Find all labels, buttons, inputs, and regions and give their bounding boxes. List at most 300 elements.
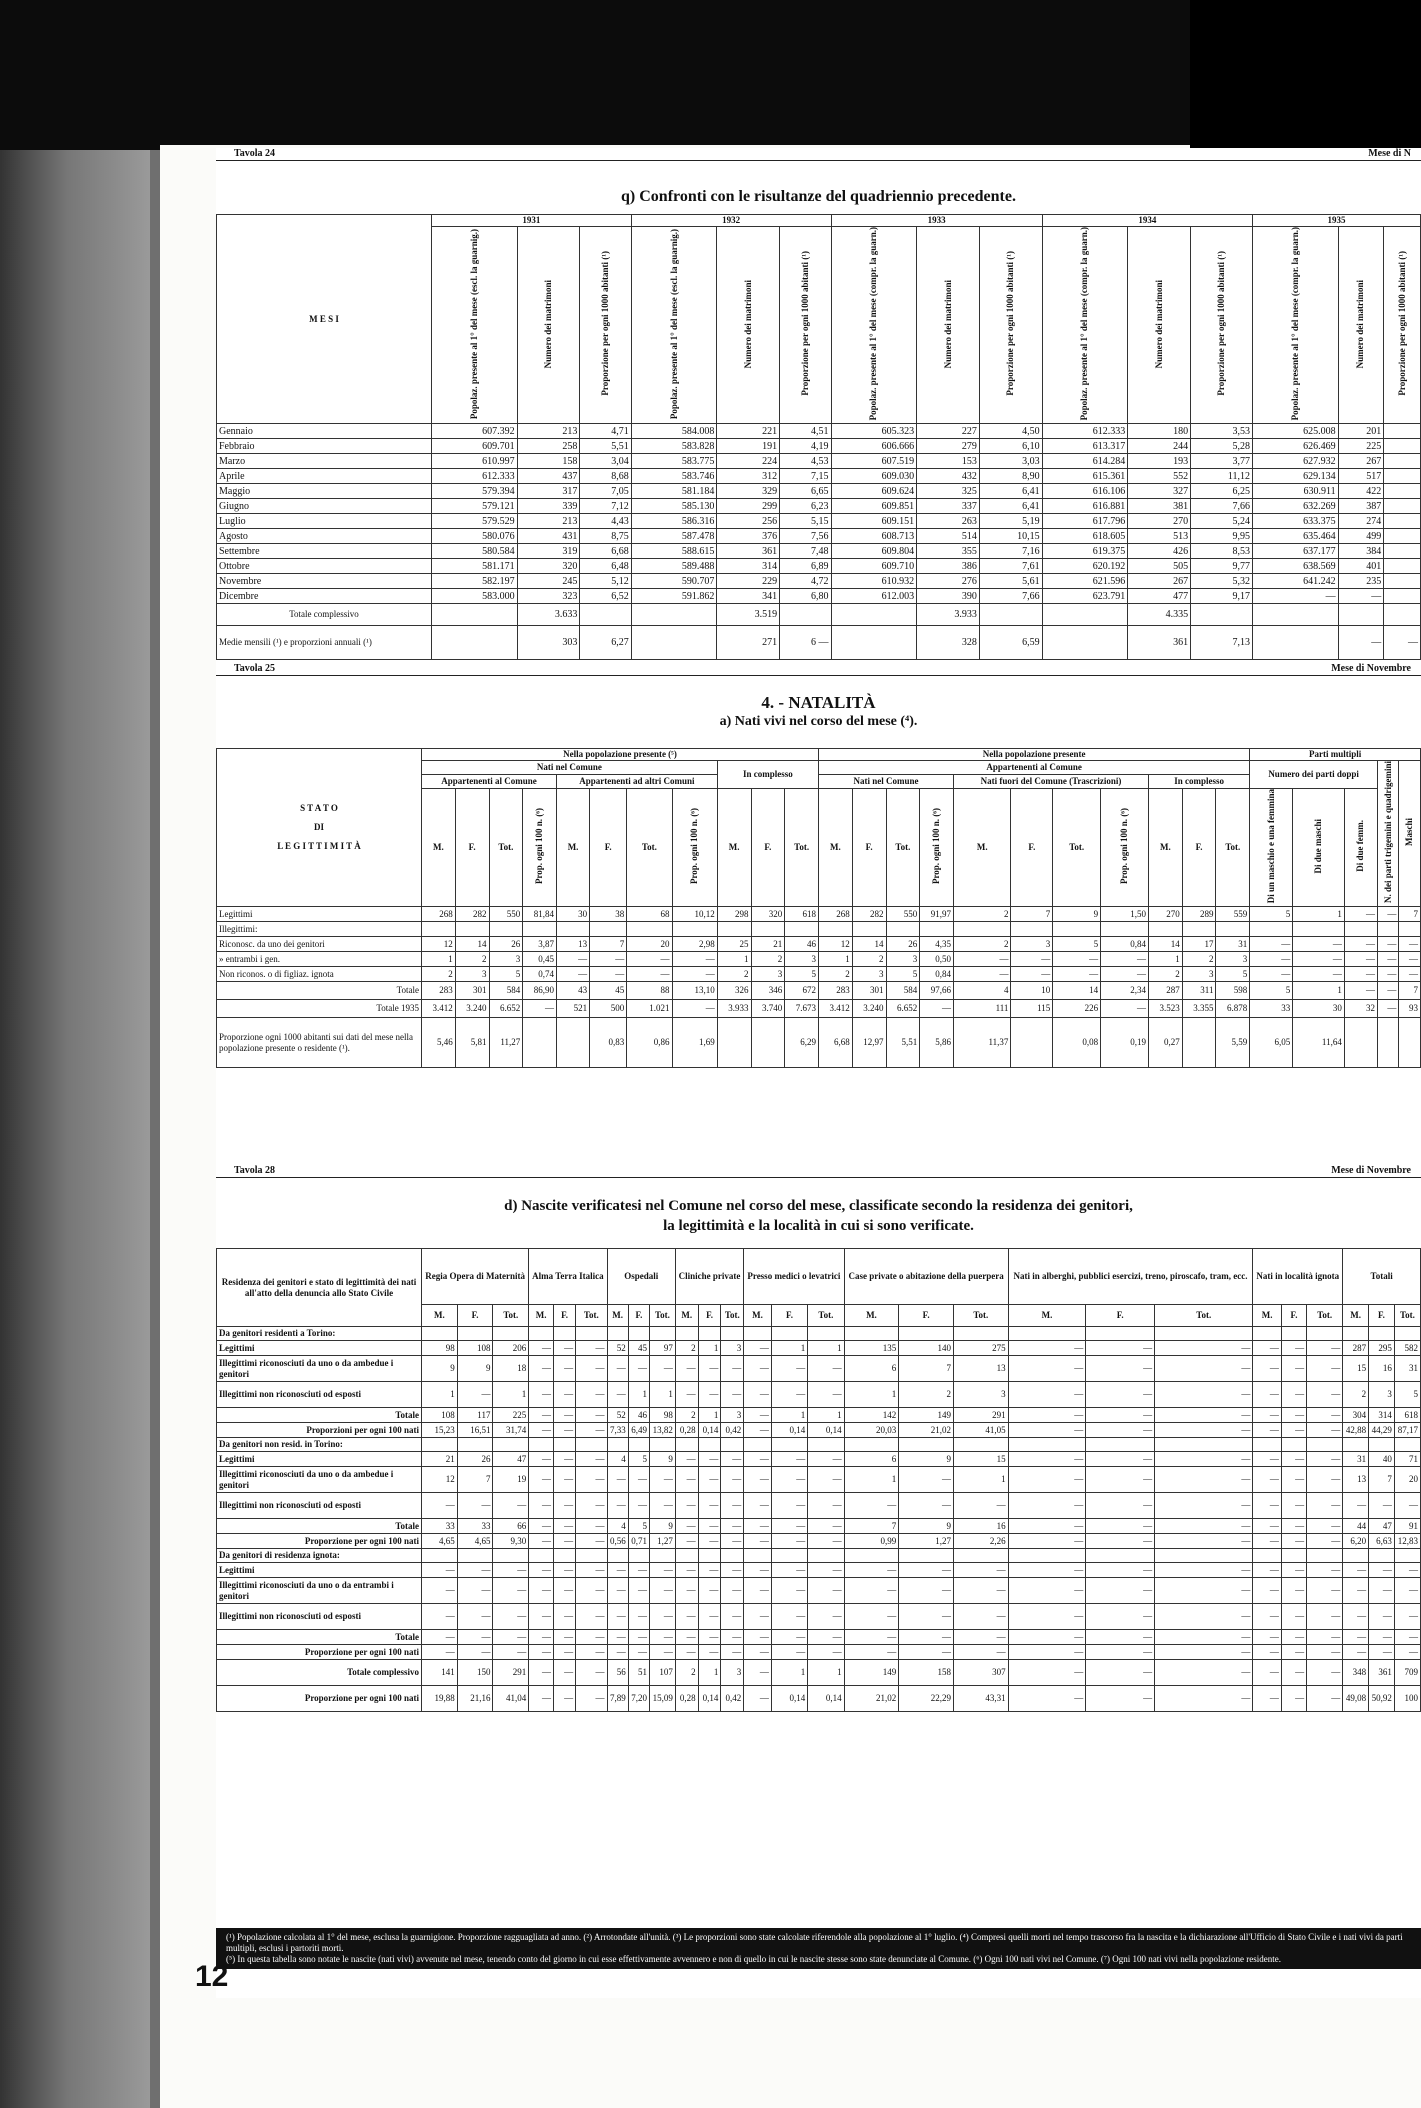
location-value: 12,83	[1394, 1534, 1420, 1549]
medie-cell: 303	[517, 626, 580, 660]
births-total-value: 43	[557, 982, 590, 1000]
location-value: 13	[1343, 1467, 1369, 1493]
location-value: —	[1155, 1563, 1253, 1578]
births-prop-value: 5,81	[455, 1018, 489, 1068]
subcol-f: F.	[1281, 1305, 1306, 1327]
births-value: 5	[1053, 937, 1101, 952]
month-value: 477	[1128, 589, 1191, 604]
births-value	[1182, 922, 1216, 937]
births-total-value: 301	[852, 982, 886, 1000]
grand-prop-value: 41,04	[493, 1686, 529, 1712]
births-value	[785, 922, 819, 937]
location-value: 5	[628, 1452, 649, 1467]
month-value: 607.392	[432, 424, 518, 439]
births-value: 298	[717, 907, 751, 922]
location-row-label: Illegittimi riconosciuti da uno o da ambedue i genitori	[217, 1467, 422, 1493]
month-value: 258	[517, 439, 580, 454]
births-value	[523, 922, 557, 937]
location-value: —	[576, 1423, 607, 1438]
h-compl2: In complesso	[1148, 774, 1249, 788]
births-value: 5	[1216, 967, 1250, 982]
births-value: 550	[886, 907, 920, 922]
births-value: 20	[627, 937, 672, 952]
location-value: —	[607, 1630, 628, 1645]
location-value: 16	[1369, 1356, 1395, 1382]
location-value: —	[771, 1452, 807, 1467]
births-total-1935-value: 500	[590, 1000, 627, 1018]
location-value: —	[675, 1578, 698, 1604]
location-value: 4	[607, 1452, 628, 1467]
location-value: 314	[1369, 1408, 1395, 1423]
location-value: 46	[628, 1408, 649, 1423]
location-value: —	[554, 1563, 576, 1578]
location-value: —	[721, 1356, 744, 1382]
location-value: 98	[650, 1408, 676, 1423]
births-prop-value: 11,64	[1293, 1018, 1345, 1068]
month-label: Luglio	[217, 514, 432, 529]
births-value: —	[1250, 937, 1293, 952]
location-value: —	[721, 1604, 744, 1630]
location-value: —	[721, 1645, 744, 1660]
births-value: 12	[819, 937, 853, 952]
location-value: —	[698, 1534, 721, 1549]
location-value: 6	[844, 1356, 899, 1382]
month-row	[217, 454, 1421, 469]
h-app-altri: Appartenenti ad altri Comuni	[557, 774, 718, 788]
location-value: 1	[493, 1382, 529, 1408]
month-value: 4,53	[780, 454, 831, 469]
month-value: 7,66	[979, 589, 1042, 604]
grp-parti: Parti multipli	[1250, 749, 1421, 761]
location-value: —	[422, 1630, 458, 1645]
month-value: —	[1253, 589, 1339, 604]
empty-cell	[1343, 1549, 1369, 1563]
col-pop: Popolaz. presente al 1° del mese (compr. la guarn.)	[1042, 227, 1128, 424]
location-value: 0,14	[698, 1423, 721, 1438]
month-value: 245	[517, 574, 580, 589]
location-value: —	[493, 1563, 529, 1578]
month-value: 8,68	[580, 469, 631, 484]
location-value: 0,56	[607, 1534, 628, 1549]
month-value: 9,77	[1191, 559, 1253, 574]
births-value: —	[1344, 952, 1377, 967]
month-value: —	[1338, 589, 1384, 604]
location-value: 582	[1394, 1341, 1420, 1356]
births-prop-value: 12,97	[852, 1018, 886, 1068]
grand-prop-value: 15,09	[650, 1686, 676, 1712]
empty-cell	[1343, 1327, 1369, 1341]
month-value: 616.106	[1042, 484, 1128, 499]
subcol-prop: Prop. ogni 100 n. (⁶)	[1101, 788, 1149, 906]
empty-cell	[493, 1327, 529, 1341]
grand-prop-value: 22,29	[899, 1686, 954, 1712]
location-value: —	[554, 1408, 576, 1423]
births-value	[819, 922, 853, 937]
births-value: —	[1378, 967, 1399, 982]
location-value: —	[953, 1578, 1008, 1604]
location-value: 40	[1369, 1452, 1395, 1467]
section-d-title1: d) Nascite verificatesi nel Comune nel corso del mese, classificate secondo la residenza dei genitori,	[504, 1198, 1133, 1214]
header-bar-25	[216, 663, 1421, 676]
location-value: 1	[808, 1341, 844, 1356]
year-1932: 1932	[631, 215, 831, 227]
births-prop-value: 11,37	[954, 1018, 1011, 1068]
births-row	[217, 937, 1421, 952]
month-value: 6,80	[780, 589, 831, 604]
location-value: —	[1281, 1382, 1306, 1408]
empty-cell	[576, 1327, 607, 1341]
births-total-value: 584	[489, 982, 523, 1000]
month-value: 609.151	[831, 514, 917, 529]
location-value: —	[1086, 1452, 1155, 1467]
location-value: —	[1307, 1493, 1343, 1519]
grand-prop-value: —	[1253, 1686, 1281, 1712]
month-value: 4,51	[780, 424, 831, 439]
location-value: —	[607, 1604, 628, 1630]
location-value: —	[554, 1356, 576, 1382]
subcol-dm: Di due maschi	[1293, 788, 1345, 906]
month-value: 499	[1338, 529, 1384, 544]
location-value: —	[1253, 1493, 1281, 1519]
location-value: 2	[675, 1341, 698, 1356]
births-total-1935-value: 6.652	[489, 1000, 523, 1018]
location-value: —	[1008, 1630, 1086, 1645]
births-total-value: 346	[751, 982, 785, 1000]
births-prop-value: 6,29	[785, 1018, 819, 1068]
births-row-label: Riconosc. da uno dei genitori	[217, 937, 422, 952]
births-prop-value	[751, 1018, 785, 1068]
location-value: 295	[1369, 1341, 1395, 1356]
grand-total-value: 2	[675, 1660, 698, 1686]
subcol-tot: Tot.	[785, 788, 819, 906]
grand-total-value: 51	[628, 1660, 649, 1686]
location-value: —	[844, 1563, 899, 1578]
location-value: —	[675, 1630, 698, 1645]
month-value: 609.710	[831, 559, 917, 574]
births-value: —	[954, 967, 1011, 982]
month-value: 6,65	[780, 484, 831, 499]
births-value: 3,87	[523, 937, 557, 952]
month-value: 437	[517, 469, 580, 484]
empty-cell	[493, 1549, 529, 1563]
births-prop-value	[1182, 1018, 1216, 1068]
births-total-1935-value: 3.412	[422, 1000, 456, 1018]
location-value: —	[899, 1467, 954, 1493]
location-value: —	[698, 1604, 721, 1630]
location-value: —	[1281, 1645, 1306, 1660]
location-value: —	[698, 1630, 721, 1645]
births-value: 25	[717, 937, 751, 952]
location-value: —	[744, 1578, 772, 1604]
col-prop: Proporzione per ogni 1000 abitanti (¹)	[1191, 227, 1253, 424]
subcol-m: M.	[1253, 1305, 1281, 1327]
births-value: —	[672, 967, 717, 982]
month-value: 587.478	[631, 529, 717, 544]
births-value: —	[1399, 967, 1421, 982]
location-value: —	[1008, 1534, 1086, 1549]
year-1935: 1935	[1253, 215, 1421, 227]
location-value: —	[744, 1534, 772, 1549]
empty-cell	[607, 1438, 628, 1452]
births-total-value: 86,90	[523, 982, 557, 1000]
month-row	[217, 424, 1421, 439]
subcol-tot: Tot.	[1394, 1305, 1420, 1327]
location-value: —	[1307, 1604, 1343, 1630]
location-value: 1	[628, 1382, 649, 1408]
empty-cell	[1369, 1438, 1395, 1452]
location-value: —	[493, 1645, 529, 1660]
location-row-label: Illegittimi riconosciuti da uno o da ambedue i genitori	[217, 1356, 422, 1382]
empty-cell	[457, 1438, 493, 1452]
births-value: 3	[489, 952, 523, 967]
col-mesi: M E S I	[217, 215, 432, 424]
empty-cell	[953, 1438, 1008, 1452]
year-1933: 1933	[831, 215, 1042, 227]
location-value: —	[650, 1467, 676, 1493]
location-value: —	[628, 1563, 649, 1578]
month-value: 4,71	[580, 424, 631, 439]
location-value: —	[457, 1645, 493, 1660]
births-value: 2	[954, 907, 1011, 922]
month-value: 6,25	[1191, 484, 1253, 499]
grand-total-value: —	[1008, 1660, 1086, 1686]
location-value: —	[554, 1423, 576, 1438]
grand-prop-value: 7,89	[607, 1686, 628, 1712]
month-value: 227	[917, 424, 980, 439]
births-row-label: Non riconos. o di figliaz. ignota	[217, 967, 422, 982]
empty-cell	[1155, 1438, 1253, 1452]
location-value: —	[607, 1382, 628, 1408]
grp-presente2: Nella popolazione presente	[819, 749, 1250, 761]
location-value: —	[1281, 1519, 1306, 1534]
col-stato	[217, 749, 422, 907]
month-value: 381	[1128, 499, 1191, 514]
month-value: 615.361	[1042, 469, 1128, 484]
location-value: 21,02	[899, 1423, 954, 1438]
col-location: Totali	[1343, 1249, 1421, 1305]
births-value	[1053, 922, 1101, 937]
births-value: 3	[1216, 952, 1250, 967]
location-value: —	[529, 1382, 554, 1408]
col-num: Numero dei matrimoni	[1338, 227, 1384, 424]
empty-cell	[808, 1327, 844, 1341]
month-value: 610.932	[831, 574, 917, 589]
location-value: —	[1155, 1382, 1253, 1408]
location-value: —	[1281, 1341, 1306, 1356]
location-value: 275	[953, 1341, 1008, 1356]
location-value: —	[771, 1382, 807, 1408]
location-value: 140	[899, 1341, 954, 1356]
location-value: —	[1343, 1563, 1369, 1578]
births-value: 0,50	[920, 952, 954, 967]
births-value	[954, 922, 1011, 937]
month-value: 586.316	[631, 514, 717, 529]
births-value	[1148, 922, 1182, 937]
location-value: —	[493, 1630, 529, 1645]
month-label: Settembre	[217, 544, 432, 559]
births-value	[557, 922, 590, 937]
location-value: 44	[1343, 1519, 1369, 1534]
empty-cell	[721, 1549, 744, 1563]
empty-cell	[529, 1327, 554, 1341]
births-value: 81,84	[523, 907, 557, 922]
location-value: 0,42	[721, 1423, 744, 1438]
month-value: 229	[717, 574, 780, 589]
births-prop-value: 0,08	[1053, 1018, 1101, 1068]
births-value: 3	[785, 952, 819, 967]
births-total-1935-value: 32	[1344, 1000, 1377, 1018]
births-value: 3	[1182, 967, 1216, 982]
births-location-table	[216, 1248, 1421, 1712]
empty-cell	[628, 1327, 649, 1341]
births-row	[217, 907, 1421, 922]
births-value	[1250, 922, 1293, 937]
location-value: 3	[1369, 1382, 1395, 1408]
subcol-f: F.	[554, 1305, 576, 1327]
location-value: 13	[953, 1356, 1008, 1382]
location-value: —	[808, 1493, 844, 1519]
location-value: —	[628, 1467, 649, 1493]
location-value: 2	[899, 1382, 954, 1408]
month-label: Giugno	[217, 499, 432, 514]
month-value: 387	[1338, 499, 1384, 514]
location-value: —	[493, 1604, 529, 1630]
births-value: 2	[1182, 952, 1216, 967]
location-value: —	[422, 1645, 458, 1660]
location-value: —	[1086, 1408, 1155, 1423]
location-value: —	[1307, 1578, 1343, 1604]
location-value: —	[844, 1645, 899, 1660]
month-row	[217, 574, 1421, 589]
grand-prop-value: —	[529, 1686, 554, 1712]
location-value: —	[1253, 1408, 1281, 1423]
marriages-rows	[217, 424, 1421, 604]
subcol-tot: Tot.	[493, 1305, 529, 1327]
subcol-tot: Tot.	[489, 788, 523, 906]
location-value: —	[844, 1630, 899, 1645]
location-value: 42,88	[1343, 1423, 1369, 1438]
births-value: —	[1250, 952, 1293, 967]
header-right: Mese di Novembre	[1331, 1165, 1411, 1176]
location-value: —	[576, 1382, 607, 1408]
grand-total-value: 1	[771, 1660, 807, 1686]
births-total-value: 2,34	[1101, 982, 1149, 1000]
h-nati-fuori: Nati fuori del Comune (Trascrizioni)	[954, 774, 1149, 788]
births-value	[920, 922, 954, 937]
month-value	[1384, 514, 1421, 529]
grand-total-value: —	[1253, 1660, 1281, 1686]
location-value: —	[771, 1519, 807, 1534]
group-header: Da genitori di residenza ignota:	[217, 1549, 422, 1563]
location-value: —	[607, 1563, 628, 1578]
location-value: —	[1253, 1467, 1281, 1493]
empty-cell	[721, 1438, 744, 1452]
month-value: 5,24	[1191, 514, 1253, 529]
location-value: 47	[493, 1452, 529, 1467]
month-value: 583.746	[631, 469, 717, 484]
month-value: 319	[517, 544, 580, 559]
empty-cell	[1394, 1438, 1420, 1452]
col-location: Nati in alberghi, pubblici esercizi, treno, piroscafo, tram, ecc.	[1008, 1249, 1253, 1305]
month-value: 276	[917, 574, 980, 589]
location-value: —	[1307, 1563, 1343, 1578]
location-value: —	[899, 1493, 954, 1519]
grand-prop-value: —	[1155, 1686, 1253, 1712]
location-value: 3	[721, 1408, 744, 1423]
location-row	[217, 1452, 1421, 1467]
births-value: 320	[751, 907, 785, 922]
empty-cell	[1369, 1327, 1395, 1341]
month-value	[1384, 529, 1421, 544]
header-left: Tavola 28	[234, 1165, 276, 1176]
location-value: —	[1008, 1341, 1086, 1356]
births-total-1935-value: —	[1378, 1000, 1399, 1018]
location-value: —	[808, 1578, 844, 1604]
births-total-1935-value: 30	[1293, 1000, 1345, 1018]
location-value: —	[808, 1534, 844, 1549]
location-value: 3	[953, 1382, 1008, 1408]
births-table	[216, 748, 1421, 1068]
births-value: 2	[455, 952, 489, 967]
month-label: Novembre	[217, 574, 432, 589]
header-right: Mese di Novembre	[1331, 663, 1411, 674]
location-value: —	[607, 1467, 628, 1493]
births-row	[217, 952, 1421, 967]
month-value: 180	[1128, 424, 1191, 439]
location-value: 1	[808, 1408, 844, 1423]
location-value: 16	[953, 1519, 1008, 1534]
month-value: 609.851	[831, 499, 917, 514]
location-value: —	[771, 1534, 807, 1549]
location-value: —	[953, 1604, 1008, 1630]
births-value: 550	[489, 907, 523, 922]
location-value: —	[1307, 1408, 1343, 1423]
location-value: —	[576, 1604, 607, 1630]
births-total-value: —	[1344, 982, 1377, 1000]
location-value: —	[1281, 1408, 1306, 1423]
location-value: —	[1086, 1630, 1155, 1645]
location-value: —	[493, 1578, 529, 1604]
subcol-tot: Tot.	[627, 788, 672, 906]
births-total-value: 13,10	[672, 982, 717, 1000]
empty-cell	[721, 1327, 744, 1341]
month-value: 581.184	[631, 484, 717, 499]
location-row-label: Illegittimi non riconosciuti od esposti	[217, 1382, 422, 1408]
location-value: —	[576, 1645, 607, 1660]
month-value: 320	[517, 559, 580, 574]
group-header-row	[217, 1327, 1421, 1341]
location-value: 66	[493, 1519, 529, 1534]
location-value: —	[576, 1341, 607, 1356]
location-value: —	[529, 1578, 554, 1604]
births-value: —	[1011, 967, 1053, 982]
location-value: —	[529, 1493, 554, 1519]
grand-prop-value: 0,14	[808, 1686, 844, 1712]
month-row	[217, 469, 1421, 484]
month-row	[217, 529, 1421, 544]
location-value: 31,74	[493, 1423, 529, 1438]
grand-total-value: —	[1307, 1660, 1343, 1686]
empty-cell	[1281, 1438, 1306, 1452]
location-value: —	[744, 1630, 772, 1645]
location-value: —	[771, 1563, 807, 1578]
births-value: —	[1344, 967, 1377, 982]
footnote-2: (⁵) In questa tabella sono notate le nascite (nati vivi) avvenute nel mese, tenendo conto del giorno in cui esse effettivamente avvennero e non di quello in cui le nascite stesse sono state denunciate al Comune. (⁶) Ogni 100 nati vivi nel Comune. (⁷) Ogni 100 nati vivi nella popolazione residente.	[226, 1954, 1281, 1964]
location-value: —	[1155, 1341, 1253, 1356]
location-value: 291	[953, 1408, 1008, 1423]
location-value: —	[422, 1493, 458, 1519]
location-value: —	[529, 1452, 554, 1467]
